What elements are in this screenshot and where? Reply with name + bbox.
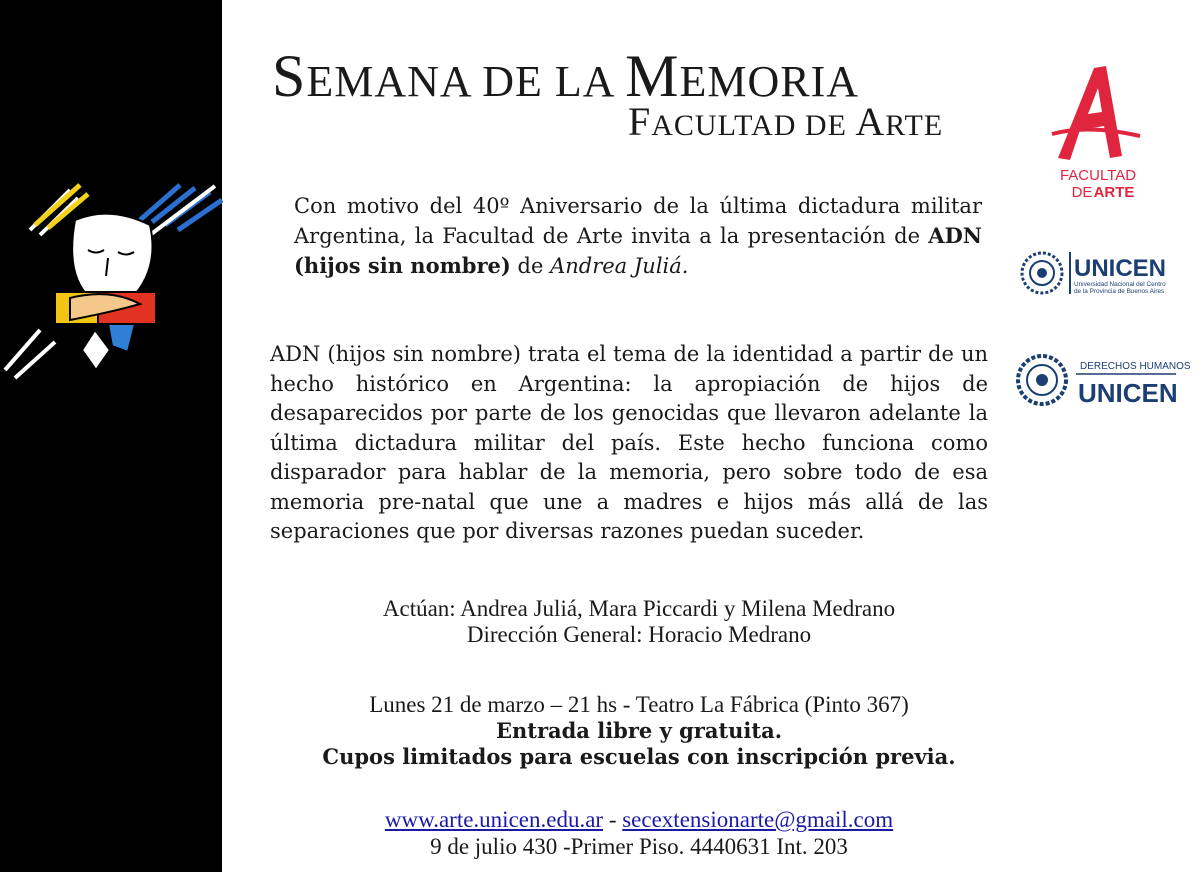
website-link[interactable]: www.arte.unicen.edu.ar xyxy=(384,807,604,832)
unicen-seal-icon xyxy=(1022,253,1062,293)
address-line: 9 de julio 430 -Primer Piso. 4440631 Int. 203 xyxy=(430,834,848,859)
facultad-arte-logo xyxy=(1048,64,1148,202)
letter-a-mark xyxy=(1058,66,1122,160)
ddhh-name: UNICEN xyxy=(1078,378,1178,408)
face-shape xyxy=(72,214,152,300)
page-title: SEMANA DE LA MEMORIA xyxy=(272,43,860,109)
ddhh-seal-icon xyxy=(1018,356,1066,404)
description-paragraph: ADN (hijos sin nombre) trata el tema de la identidad a partir de un hecho histórico en Argentina: la apropiación de hijos de desaparecidos por parte de los genocidas que llevaron adelante la última dictadura militar del país. Este hecho funciona como disparador para hablar de la memoria, pero sobre todo de esa memoria pre-natal que une a madres e hijos más allá de las separaciones que por diversas razones puedan suceder. xyxy=(270,342,988,543)
schools-note: Cupos limitados para escuelas con inscripción previa. xyxy=(322,744,956,769)
arte-logo-arte: ARTE xyxy=(1093,184,1135,201)
page-subtitle: FACULTAD DE ARTE xyxy=(628,99,944,144)
event-info xyxy=(270,692,1008,770)
cast-line: Actúan: Andrea Juliá, Mara Piccardi y Milena Medrano xyxy=(382,596,896,621)
contact-block: www.arte.unicen.edu.ar - secextensionarte@gmail.com 9 de julio 430 -Primer Piso. 4440631 Int. 203 xyxy=(270,806,1008,860)
author-name: Andrea Juliá. xyxy=(550,254,689,278)
email-link[interactable]: secextensionarte@gmail.com xyxy=(622,807,894,832)
free-entry-note: Entrada libre y gratuita. xyxy=(495,718,783,743)
blue-block xyxy=(108,324,135,352)
sidebar-panel xyxy=(0,0,222,872)
unicen-logo xyxy=(1018,248,1178,298)
unicen-sub1: Universidad Nacional del Centro xyxy=(1074,281,1166,288)
direction-line: Dirección General: Horacio Medrano xyxy=(466,622,812,647)
derechos-humanos-logo xyxy=(1014,354,1191,410)
arte-logo-line1: FACULTAD xyxy=(1059,167,1137,184)
credits-block xyxy=(270,596,1008,648)
unicen-name: UNICEN xyxy=(1074,255,1167,282)
play-title: ADN (hijos sin nombre) xyxy=(294,223,982,278)
memory-emblem-image xyxy=(0,180,222,390)
event-date-venue: Lunes 21 de marzo – 21 hs - Teatro La Fábrica (Pinto 367) xyxy=(369,692,909,717)
intro-paragraph: Con motivo del 40º Aniversario de la última dictadura militar Argentina, la Facultad de Arte invita a la presentación de ADN (hijos sin nombre) de Andrea Juliá. xyxy=(294,194,982,278)
unicen-sub2: de la Provincia de Buenos Aires xyxy=(1074,288,1165,295)
ddhh-label: DERECHOS HUMANOS xyxy=(1080,361,1191,372)
arte-logo-de: DE xyxy=(1071,184,1093,201)
